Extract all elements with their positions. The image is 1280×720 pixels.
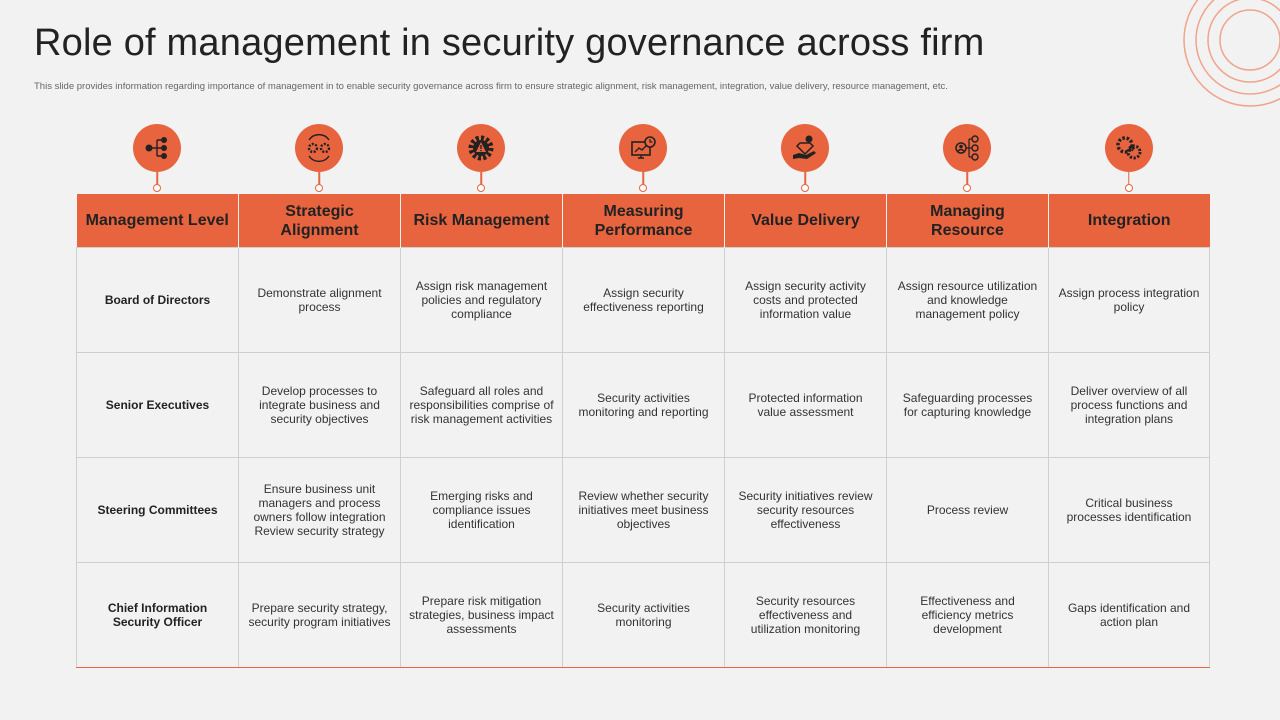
table-cell: Critical business processes identification (1049, 458, 1210, 563)
icon-slot-value-delivery (724, 124, 886, 192)
gear-warning-icon (457, 124, 505, 172)
value-hand-icon (781, 124, 829, 172)
table-cell: Demonstrate alignment process (239, 248, 401, 353)
header-measuring-performance: Measuring Performance (563, 194, 725, 248)
table-cell: Assign risk management policies and regulatory compliance (401, 248, 563, 353)
row-label: Steering Committees (77, 458, 239, 563)
header-managing-resource: Managing Resource (887, 194, 1049, 248)
table-cell: Security resources effectiveness and utilization monitoring (725, 563, 887, 668)
table-cell: Security initiatives review security resources effectiveness (725, 458, 887, 563)
table-cell: Process review (887, 458, 1049, 563)
icon-slot-strategic-alignment (238, 124, 400, 192)
table-cell: Ensure business unit managers and process owners follow integration Review security strategy (239, 458, 401, 563)
table-cell: Security activities monitoring and reporting (563, 353, 725, 458)
table-cell: Safeguard all roles and responsibilities comprise of risk management activities (401, 353, 563, 458)
gears-cycle-icon (295, 124, 343, 172)
table-cell: Security activities monitoring (563, 563, 725, 668)
table-cell: Prepare risk mitigation strategies, business impact assessments (401, 563, 563, 668)
table-cell: Safeguarding processes for capturing knowledge (887, 353, 1049, 458)
row-label: Senior Executives (77, 353, 239, 458)
header-strategic-alignment: Strategic Alignment (239, 194, 401, 248)
table-cell: Review whether security initiatives meet business objectives (563, 458, 725, 563)
icon-slot-risk-management (400, 124, 562, 192)
table-cell: Assign security activity costs and protected information value (725, 248, 887, 353)
integration-gears-icon (1105, 124, 1153, 172)
table-cell: Deliver overview of all process functions and integration plans (1049, 353, 1210, 458)
table-cell: Assign process integration policy (1049, 248, 1210, 353)
table-row (77, 248, 1210, 353)
governance-table (76, 194, 1210, 668)
header-value-delivery: Value Delivery (725, 194, 887, 248)
resource-user-icon (943, 124, 991, 172)
icon-slot-management-level (76, 124, 238, 192)
icon-slot-managing-resource (886, 124, 1048, 192)
table-row (77, 563, 1210, 668)
row-label: Board of Directors (77, 248, 239, 353)
decorative-rings (1180, 0, 1280, 110)
table-cell: Prepare security strategy, security program initiatives (239, 563, 401, 668)
icon-slot-integration (1048, 124, 1209, 192)
table-cell: Assign security effectiveness reporting (563, 248, 725, 353)
header-row (77, 194, 1210, 248)
page-title: Role of management in security governance across firm (34, 22, 985, 64)
header-integration: Integration (1049, 194, 1210, 248)
table-row (77, 458, 1210, 563)
table-cell: Assign resource utilization and knowledge management policy (887, 248, 1049, 353)
table-cell: Develop processes to integrate business and security objectives (239, 353, 401, 458)
performance-monitor-icon (619, 124, 667, 172)
page-subtitle: This slide provides information regarding importance of management in to enable security governance across firm to ensure strategic alignment, risk management, integration, value delivery, resource management, etc. (34, 81, 948, 92)
table-cell: Emerging risks and compliance issues identification (401, 458, 563, 563)
icon-slot-measuring-performance (562, 124, 724, 192)
row-label: Chief Information Security Officer (77, 563, 239, 668)
hierarchy-icon (133, 124, 181, 172)
header-risk-management: Risk Management (401, 194, 563, 248)
icon-row (76, 124, 1209, 192)
table-cell: Gaps identification and action plan (1049, 563, 1210, 668)
table-row (77, 353, 1210, 458)
table-cell: Protected information value assessment (725, 353, 887, 458)
header-management-level: Management Level (77, 194, 239, 248)
table-cell: Effectiveness and efficiency metrics development (887, 563, 1049, 668)
